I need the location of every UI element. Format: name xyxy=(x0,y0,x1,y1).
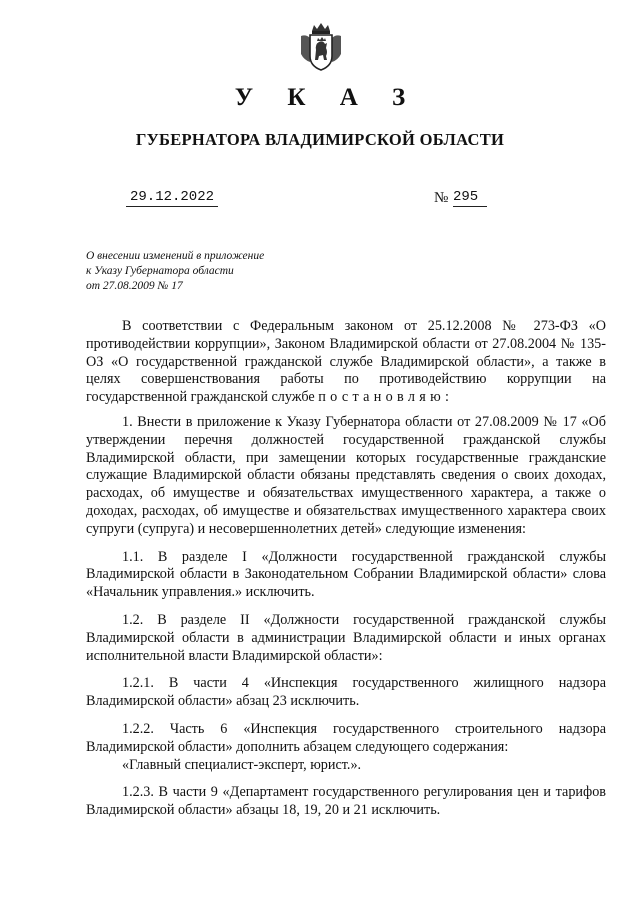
subject-block xyxy=(86,249,306,294)
coat-of-arms-icon xyxy=(298,22,344,72)
preamble-paragraph xyxy=(86,318,606,407)
clause-1-1: 1.1. В разделе I «Должности государственной гражданской службы Владимирской области в Законодательном Собрании Владимирской области» слова «Начальник управления.» исключить. xyxy=(86,548,606,601)
document-title: У К А З xyxy=(234,84,420,111)
clause-1-2: 1.2. В разделе II «Должности государственной гражданской службы Владимирской области в администрации Владимирской области и иных органах исполнительной власти Владимирской области»: xyxy=(86,611,606,664)
clause-1-2-1: 1.2.1. В части 4 «Инспекция государственного жилищного надзора Владимирской области» абзац 23 исключить. xyxy=(86,675,606,710)
clause-1: 1. Внести в приложение к Указу Губернатора области от 27.08.2009 № 17 «Об утверждении перечня должностей государственной гражданской службы Владимирской области, при замещении которых государственные гражданские служащие Владимирской области обязаны представлять сведения о своих доходах, расходах, об имуществе и обязательствах имущественного характера, а также о доходах, расходах, об имуществе и обязательствах имущественного характера своих супруги (супруга) и несовершеннолетних детей» следующие изменения: xyxy=(86,413,606,537)
clause-1-2-3: 1.2.3. В части 9 «Департамент государственного регулирования цен и тарифов Владимирской области» абзацы 18, 19, 20 и 21 исключить. xyxy=(86,784,606,819)
subject-line: от 27.08.2009 № 17 xyxy=(86,280,183,292)
number-sign: № xyxy=(434,190,449,206)
clause-1-2-2: 1.2.2. Часть 6 «Инспекция государственного строительного надзора Владимирской области» дополнить абзацем следующего содержания: xyxy=(86,720,606,755)
decree-number: 295 xyxy=(453,189,487,207)
document-body xyxy=(86,318,606,820)
clause-1-2-2-quote: «Главный специалист-эксперт, юрист.». xyxy=(122,756,362,773)
preamble-text: В соответствии с Федеральным законом от 25.12.2008 № 273-ФЗ «О противодействии коррупции», Законом Владимирской области от 27.08.2004 № 135-ОЗ «О государственной гражданской службе Владимирской области», а также в целях совершенствования работы по противодействию коррупции на государственной гражданской службе xyxy=(86,318,606,406)
issuer-heading: ГУБЕРНАТОРА ВЛАДИМИРСКОЙ ОБЛАСТИ xyxy=(135,130,505,149)
decree-date: 29.12.2022 xyxy=(126,189,218,207)
decree-word: постановляю: xyxy=(318,389,454,406)
subject-line: О внесении изменений в приложение xyxy=(86,250,265,262)
subject-line: к Указу Губернатора области xyxy=(86,265,234,277)
